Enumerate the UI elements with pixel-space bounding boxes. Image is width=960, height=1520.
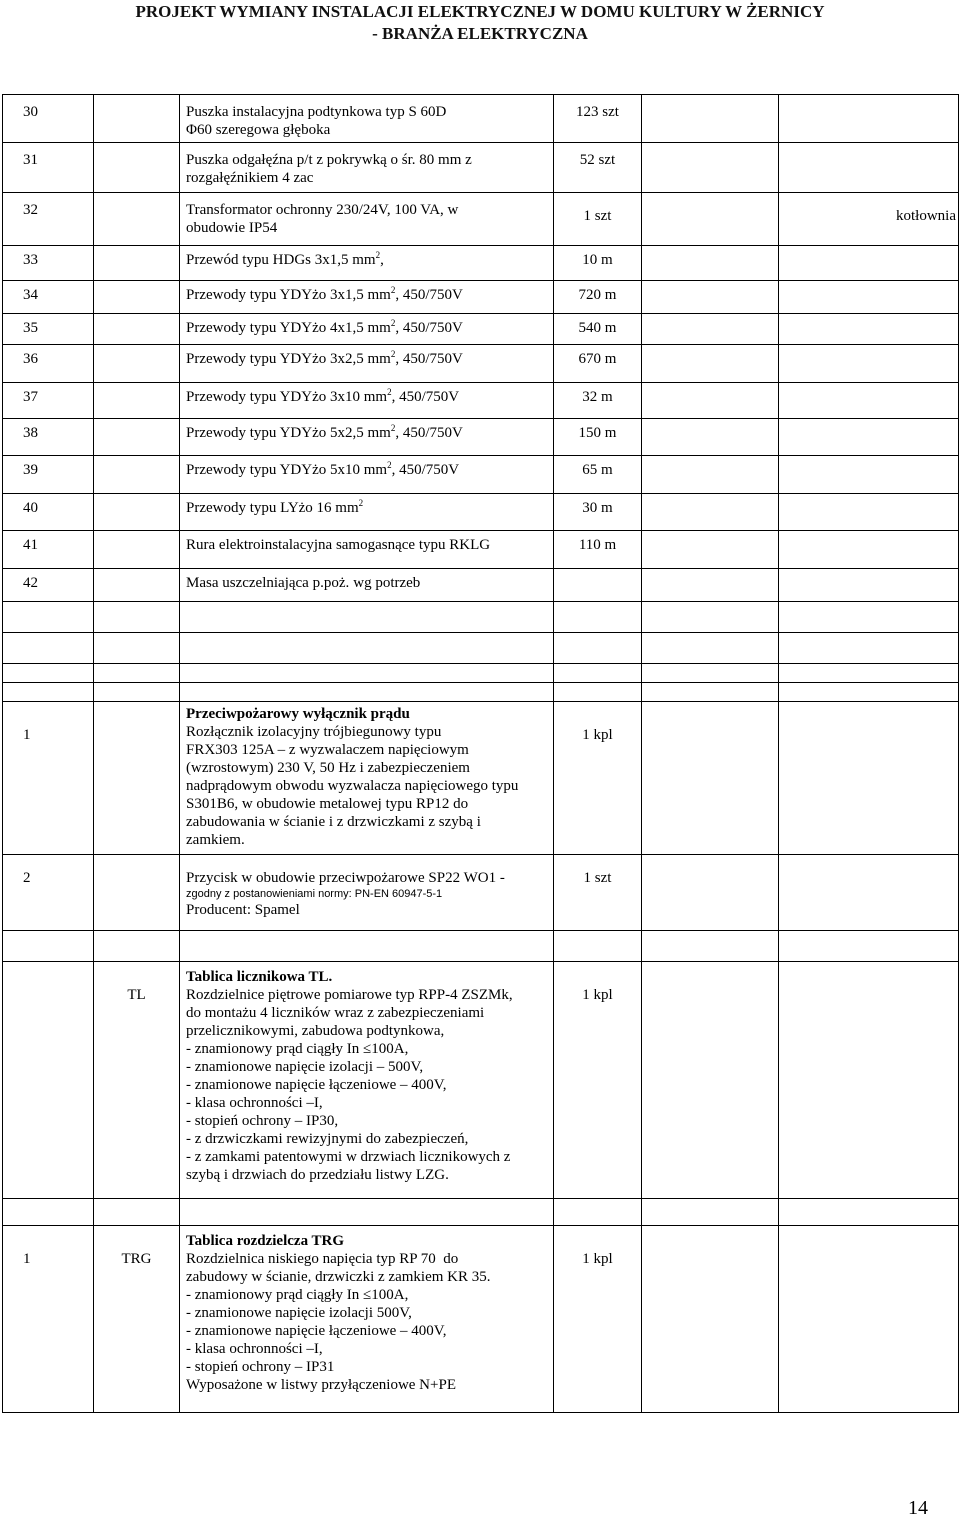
- table-row: [3, 962, 959, 1199]
- blank-row: [3, 931, 959, 962]
- description-text: Przewody typu LYżo 16 mm: [186, 500, 359, 516]
- row-number-text: 1: [23, 1251, 31, 1267]
- table-row: [3, 531, 959, 569]
- quantity-text: wg potrzeb: [353, 575, 421, 591]
- row-quantity: [554, 383, 642, 419]
- row-note: [642, 419, 779, 456]
- description-line: [186, 281, 553, 304]
- quantity-text: 1 kpl: [582, 987, 613, 1003]
- row-quantity: [554, 494, 642, 531]
- row-note-extra: [779, 246, 959, 281]
- row-number: [3, 683, 94, 702]
- row-quantity: [554, 246, 642, 281]
- row-number: [3, 569, 94, 602]
- description-line: [186, 456, 553, 479]
- row-note: [642, 456, 779, 494]
- description-text: Rura elektroinstalacyjna samogasnące typu RKLG: [186, 537, 491, 553]
- row-quantity: [554, 143, 642, 193]
- row-quantity: [554, 345, 642, 383]
- row-tag: [94, 962, 180, 1199]
- row-note: [642, 683, 779, 702]
- row-number: [3, 419, 94, 456]
- blank-row: [3, 602, 959, 633]
- row-note-extra: [779, 143, 959, 193]
- row-quantity: [554, 702, 642, 855]
- row-note: [642, 664, 779, 683]
- row-number: [3, 602, 94, 633]
- row-tag: [94, 193, 180, 246]
- row-note-extra: [779, 95, 959, 143]
- description-line: rozgałęźnikiem 4 zac: [186, 170, 314, 186]
- row-note-extra: [779, 1226, 959, 1413]
- quantity-text: 1 szt: [583, 208, 612, 224]
- row-number: [3, 494, 94, 531]
- row-tag: [94, 1226, 180, 1413]
- row-description: [180, 456, 554, 494]
- superscript: 2: [358, 498, 364, 508]
- row-description: [180, 494, 554, 531]
- materials-table: [2, 94, 959, 1413]
- row-number: [3, 633, 94, 664]
- row-number: [3, 246, 94, 281]
- row-description: [180, 664, 554, 683]
- section-title: Tablica licznikowa TL.: [186, 969, 333, 985]
- row-tag: [94, 95, 180, 143]
- row-description: [180, 683, 554, 702]
- row-description: [180, 1199, 554, 1226]
- section-title: Tablica rozdzielcza TRG: [186, 1233, 345, 1249]
- row-description: [180, 855, 554, 931]
- row-note: [642, 569, 779, 602]
- row-quantity: [554, 855, 642, 931]
- quantity-text: 32 m: [582, 389, 613, 405]
- description-line: [186, 531, 553, 554]
- row-note: [642, 193, 779, 246]
- row-number-text: 33: [23, 252, 38, 268]
- description-suffix: , 450/750V: [391, 389, 460, 405]
- note-text: [779, 143, 956, 157]
- row-number-text: 35: [23, 320, 38, 336]
- document-header: [0, 1, 960, 45]
- row-number-text: 38: [23, 425, 38, 441]
- superscript: 2: [390, 349, 396, 359]
- row-note-extra: [779, 456, 959, 494]
- row-tag: [94, 569, 180, 602]
- row-note-extra: [779, 314, 959, 345]
- row-note-extra: [779, 633, 959, 664]
- row-number: [3, 531, 94, 569]
- description-text: Przewody typu YDYżo 5x10 mm: [186, 462, 388, 478]
- quantity-text: 670 m: [578, 351, 617, 367]
- blank-row: [3, 1199, 959, 1226]
- row-number-text: 36: [23, 351, 38, 367]
- quantity-text: 30 m: [582, 500, 613, 516]
- row-note-extra: [779, 702, 959, 855]
- row-tag: [94, 345, 180, 383]
- row-quantity: [554, 531, 642, 569]
- description-line: Puszka instalacyjna podtynkowa typ S 60D: [186, 104, 447, 120]
- table-row: [3, 494, 959, 531]
- row-note: [642, 962, 779, 1199]
- row-number: [3, 855, 94, 931]
- row-quantity: [554, 683, 642, 702]
- row-note: [642, 281, 779, 314]
- row-number-text: 1: [23, 727, 31, 743]
- quantity-text: 123 szt: [576, 104, 619, 120]
- row-tag: [94, 602, 180, 633]
- row-tag: [94, 931, 180, 962]
- row-description: [180, 95, 554, 143]
- table-row: [3, 456, 959, 494]
- table-row: [3, 345, 959, 383]
- table-row: [3, 419, 959, 456]
- table-row: [3, 95, 959, 143]
- row-description: [180, 962, 554, 1199]
- row-note: [642, 1226, 779, 1413]
- description-text: Przewody typu YDYżo 4x1,5 mm: [186, 320, 391, 336]
- row-description: [180, 383, 554, 419]
- description-text: Masa uszczelniająca p.poż.: [186, 575, 350, 591]
- row-quantity: [554, 569, 642, 602]
- blank-row: [3, 683, 959, 702]
- row-quantity: [554, 633, 642, 664]
- quantity-text: 1 szt: [583, 870, 612, 886]
- table-row: [3, 143, 959, 193]
- row-description: [180, 569, 554, 602]
- row-quantity: [554, 1199, 642, 1226]
- row-tag: [94, 383, 180, 419]
- description-suffix: , 450/750V: [395, 320, 463, 336]
- row-tag: [94, 143, 180, 193]
- description-line: [186, 569, 553, 592]
- row-number-text: 39: [23, 462, 38, 478]
- row-tag: [94, 1199, 180, 1226]
- row-number: [3, 456, 94, 494]
- row-quantity: [554, 664, 642, 683]
- row-note-extra: [779, 664, 959, 683]
- row-number-text: 41: [23, 537, 38, 553]
- row-number: [3, 345, 94, 383]
- table-row: [3, 702, 959, 855]
- description-line: [186, 314, 553, 337]
- description-line: obudowie IP54: [186, 220, 278, 236]
- row-tag: [94, 494, 180, 531]
- superscript: 2: [390, 285, 396, 295]
- row-description: [180, 345, 554, 383]
- row-description: [180, 531, 554, 569]
- row-number-text: 32: [23, 202, 38, 218]
- description-suffix: , 450/750V: [395, 287, 463, 303]
- description-line: Transformator ochronny 230/24V, 100 VA, w: [186, 202, 459, 218]
- description-text: Przycisk w obudowie przeciwpożarowe SP22 WO1 -: [186, 870, 505, 886]
- row-note: [642, 95, 779, 143]
- row-number: [3, 95, 94, 143]
- row-description: [180, 281, 554, 314]
- row-tag: [94, 456, 180, 494]
- table-row: [3, 569, 959, 602]
- row-note-extra: [779, 602, 959, 633]
- description-suffix: , 450/750V: [395, 351, 463, 367]
- table-row: [3, 855, 959, 931]
- description-text: Przewody typu YDYżo 3x2,5 mm: [186, 351, 391, 367]
- row-number: [3, 702, 94, 855]
- quantity-text: 10 m: [582, 252, 613, 268]
- note-text: [779, 95, 956, 109]
- row-note-extra: [779, 419, 959, 456]
- row-tag: [94, 281, 180, 314]
- description-text: Przewody typu YDYżo 5x2,5 mm: [186, 425, 391, 441]
- row-note-extra: [779, 494, 959, 531]
- row-number: [3, 143, 94, 193]
- board-tag: TL: [127, 987, 146, 1003]
- quantity-text: 540 m: [578, 320, 617, 336]
- quantity-text: 1 kpl: [582, 1251, 613, 1267]
- row-quantity: [554, 419, 642, 456]
- row-description: [180, 246, 554, 281]
- description-text: Rozłącznik izolacyjny trójbiegunowy typu FRX303 125A – z wyzwalaczem napięciowym (wzrostowym) 230 V, 50 Hz i zabezpieczeniem nadprądowym obwodu wyzwalacza napięciowego typu S301B6, w obudowie metalowej typu RP12 do zabudowania w ścianie i z drzwiczkami z szybą i zamkiem.: [186, 724, 519, 848]
- table-row: [3, 281, 959, 314]
- row-note-extra: [779, 281, 959, 314]
- row-description: [180, 314, 554, 345]
- row-note: [642, 931, 779, 962]
- row-description: [180, 143, 554, 193]
- table-row: [3, 383, 959, 419]
- row-quantity: [554, 931, 642, 962]
- description-suffix: ,: [380, 252, 384, 268]
- blank-row: [3, 664, 959, 683]
- row-quantity: [554, 1226, 642, 1413]
- row-tag: [94, 246, 180, 281]
- row-number-text: 30: [23, 104, 38, 120]
- description-text: Przewody typu YDYżo 3x10 mm: [186, 389, 388, 405]
- description-text: Rozdzielnica niskiego napięcia typ RP 70 do zabudowy w ścianie, drzwiczki z zamkiem KR 35. - znamionowy prąd ciągły In ≤100A, - znamionowe napięcie izolacji 500V, - znamionowe napięcie łączeniowe – 400V, - klasa ochronności –I, - stopień ochrony – IP31 Wyposażone w listwy przyłączeniowe N+PE: [186, 1251, 491, 1393]
- row-tag: [94, 683, 180, 702]
- quantity-text: 110 m: [578, 537, 617, 553]
- description-text: Przewód typu HDGs 3x1,5 mm: [186, 252, 376, 268]
- superscript: 2: [390, 423, 396, 433]
- row-description: [180, 1226, 554, 1413]
- row-description: [180, 633, 554, 664]
- row-note-extra: [779, 931, 959, 962]
- row-tag: [94, 419, 180, 456]
- row-description: [180, 193, 554, 246]
- row-tag: [94, 531, 180, 569]
- row-note: [642, 855, 779, 931]
- row-number: [3, 664, 94, 683]
- description-text: Rozdzielnice piętrowe pomiarowe typ RPP-4 ZSZMk, do montażu 4 liczników wraz z zabezpieczeniami przelicznikowymi, zabudowa podtynkowa, - znamionowy prąd ciągły In ≤100A, - znamionowe napięcie izolacji – 500V, - znamionowe napięcie łączeniowe – 400V, - klasa ochronności –I, - stopień ochrony – IP30, - z drzwiczkami rewizyjnymi do zabezpieczeń, - z zamkami patentowymi w drzwiach licznikowych z szybą i drzwiach do przedziału listwy LZG.: [186, 987, 513, 1183]
- row-number-text: 40: [23, 500, 38, 516]
- table-row: [3, 1226, 959, 1413]
- row-note-extra: [779, 1199, 959, 1226]
- row-quantity: [554, 193, 642, 246]
- board-tag: TRG: [121, 1251, 152, 1267]
- description-line: [186, 383, 553, 406]
- quantity-text: 1 kpl: [582, 727, 613, 743]
- quantity-text: 52 szt: [579, 152, 616, 168]
- row-note: [642, 345, 779, 383]
- row-number: [3, 1199, 94, 1226]
- row-number: [3, 931, 94, 962]
- description-line: [186, 419, 553, 442]
- description-suffix: , 450/750V: [391, 462, 460, 478]
- row-note: [642, 314, 779, 345]
- row-number-text: [23, 962, 93, 986]
- row-description: [180, 931, 554, 962]
- row-number-text: 2: [23, 870, 31, 886]
- description-line: [186, 494, 553, 517]
- page-number: 14: [908, 1497, 928, 1519]
- section-title: Przeciwpożarowy wyłącznik prądu: [186, 706, 410, 722]
- row-note: [642, 494, 779, 531]
- table-row: [3, 314, 959, 345]
- row-note-extra: [779, 569, 959, 602]
- row-note: [642, 143, 779, 193]
- row-number: [3, 1226, 94, 1413]
- blank-row: [3, 633, 959, 664]
- row-description: [180, 602, 554, 633]
- row-quantity: [554, 602, 642, 633]
- row-quantity: [554, 281, 642, 314]
- superscript: 2: [390, 318, 396, 328]
- row-note: [642, 633, 779, 664]
- row-note-extra: [779, 383, 959, 419]
- row-description: [180, 702, 554, 855]
- row-number-text: 37: [23, 389, 38, 405]
- row-note-extra: [779, 962, 959, 1199]
- table-row: [3, 193, 959, 246]
- row-note-extra: [779, 683, 959, 702]
- row-note: [642, 1199, 779, 1226]
- superscript: 2: [387, 387, 392, 397]
- quantity-text: 720 m: [578, 287, 617, 303]
- row-quantity: [554, 962, 642, 1199]
- row-number-text: 42: [23, 575, 38, 591]
- row-note-extra: [779, 345, 959, 383]
- row-quantity: [554, 456, 642, 494]
- row-number-text: 34: [23, 287, 38, 303]
- description-line: [186, 345, 553, 368]
- note-text: kotłownia: [896, 208, 956, 224]
- row-number: [3, 193, 94, 246]
- description-line: Φ60 szeregowa głęboka: [186, 122, 331, 138]
- row-number: [3, 962, 94, 1199]
- row-note-extra: [779, 531, 959, 569]
- superscript: 2: [375, 250, 381, 260]
- row-quantity: [554, 314, 642, 345]
- producer-text: Producent: Spamel: [186, 902, 300, 918]
- row-number: [3, 314, 94, 345]
- quantity-text: 65 m: [582, 462, 613, 478]
- row-tag: [94, 633, 180, 664]
- row-note: [642, 602, 779, 633]
- standard-note: zgodny z postanowieniami normy: PN-EN 60947-5-1: [186, 888, 443, 900]
- description-line: Puszka odgałęźna p/t z pokrywką o śr. 80 mm z: [186, 152, 472, 168]
- row-tag: [94, 855, 180, 931]
- row-quantity: [554, 95, 642, 143]
- description-line: [186, 246, 553, 269]
- row-note: [642, 702, 779, 855]
- row-note: [642, 383, 779, 419]
- row-note: [642, 246, 779, 281]
- superscript: 2: [387, 460, 392, 470]
- header-title-line2: - BRANŻA ELEKTRYCZNA: [372, 24, 588, 43]
- row-note-extra: [779, 855, 959, 931]
- description-suffix: , 450/750V: [395, 425, 463, 441]
- table-row: [3, 246, 959, 281]
- row-note-extra: [779, 193, 959, 246]
- row-tag: [94, 702, 180, 855]
- header-title-line1: PROJEKT WYMIANY INSTALACJI ELEKTRYCZNEJ W DOMU KULTURY W ŻERNICY: [135, 2, 825, 21]
- row-tag: [94, 664, 180, 683]
- row-number-text: 31: [23, 152, 38, 168]
- row-number: [3, 383, 94, 419]
- row-number: [3, 281, 94, 314]
- description-text: Przewody typu YDYżo 3x1,5 mm: [186, 287, 391, 303]
- quantity-text: 150 m: [578, 425, 617, 441]
- row-note: [642, 531, 779, 569]
- row-description: [180, 419, 554, 456]
- row-tag: [94, 314, 180, 345]
